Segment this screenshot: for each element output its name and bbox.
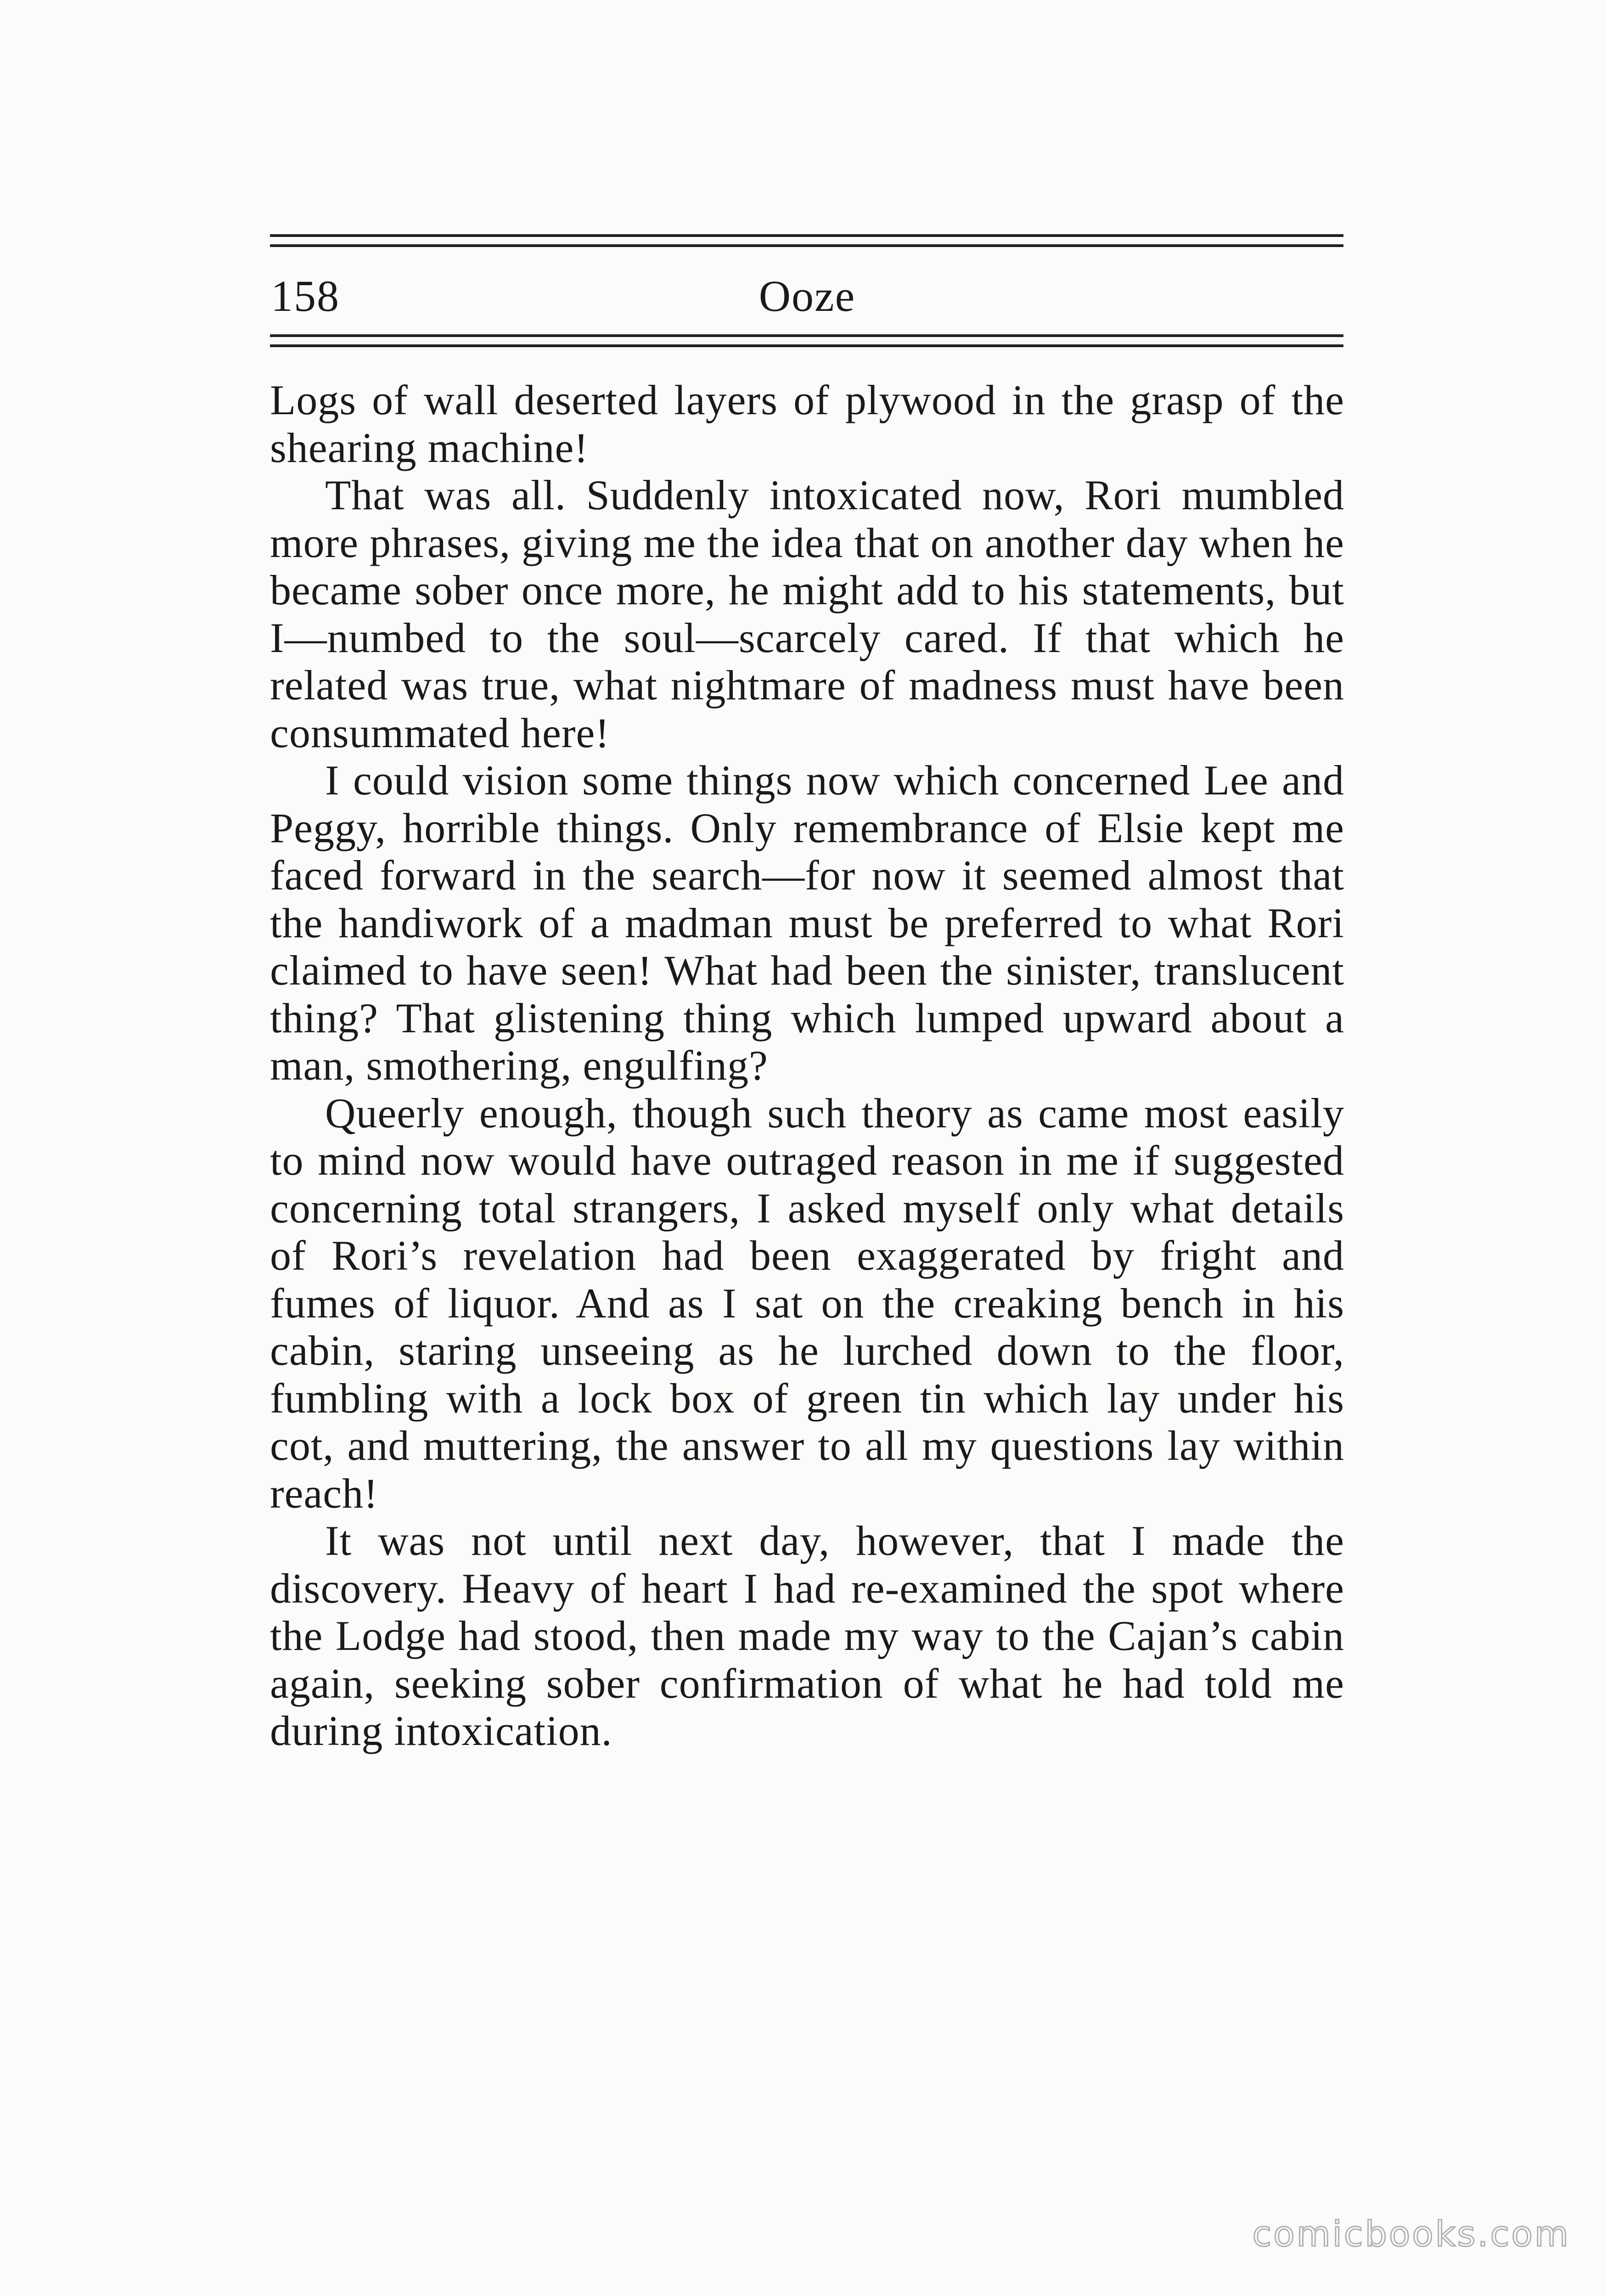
rule-line	[270, 244, 1343, 247]
body-text	[270, 377, 1344, 1755]
paragraph: Queerly enough, though such theory as came most easily to mind now would have outraged reason in me if suggested concerning total strangers, I asked myself only what details of Rori’s revelation had been exaggerated by fright and fumes of liquor. And as I sat on the creaking bench in his cabin, staring unseeing as he lurched down to the floor, fumbling with a lock box of green tin which lay under his cot, and muttering, the answer to all my questions lay within reach!	[270, 1089, 1344, 1517]
paragraph: It was not until next day, however, that I made the discovery. Heavy of heart I had re-examined the spot where the Lodge had stood, then made my way to the Cajan’s cabin again, seeking sober confirmation of what he had told me during intoxication.	[270, 1517, 1344, 1754]
running-title: Ooze	[759, 271, 856, 321]
paragraph: That was all. Suddenly intoxicated now, Rori mumbled more phrases, giving me the idea that on another day when he became sober once more, he might add to his statements, but I—numbed to the soul—scarcely cared. If that which he related was true, what nightmare of madness must have been consummated here!	[270, 472, 1344, 756]
running-header	[271, 266, 1343, 326]
header-rule-bottom	[270, 334, 1343, 351]
page-number: 158	[271, 271, 340, 321]
rule-line	[270, 234, 1343, 237]
rule-line	[270, 334, 1343, 337]
rule-line	[270, 344, 1343, 347]
header-rule-top	[270, 234, 1343, 251]
paragraph: I could vision some things now which concerned Lee and Peggy, horrible things. Only remembrance of Elsie kept me faced forward in the search—for now it seemed almost that the handiwork of a madman must be preferred to what Rori claimed to have seen! What had been the sinister, translucent thing? That glistening thing which lumped upward about a man, smothering, engulfing?	[270, 757, 1344, 1089]
watermark: comicbooks.com	[1252, 2213, 1570, 2254]
paragraph: Logs of wall deserted layers of plywood in the grasp of the shearing machine!	[270, 377, 1344, 471]
